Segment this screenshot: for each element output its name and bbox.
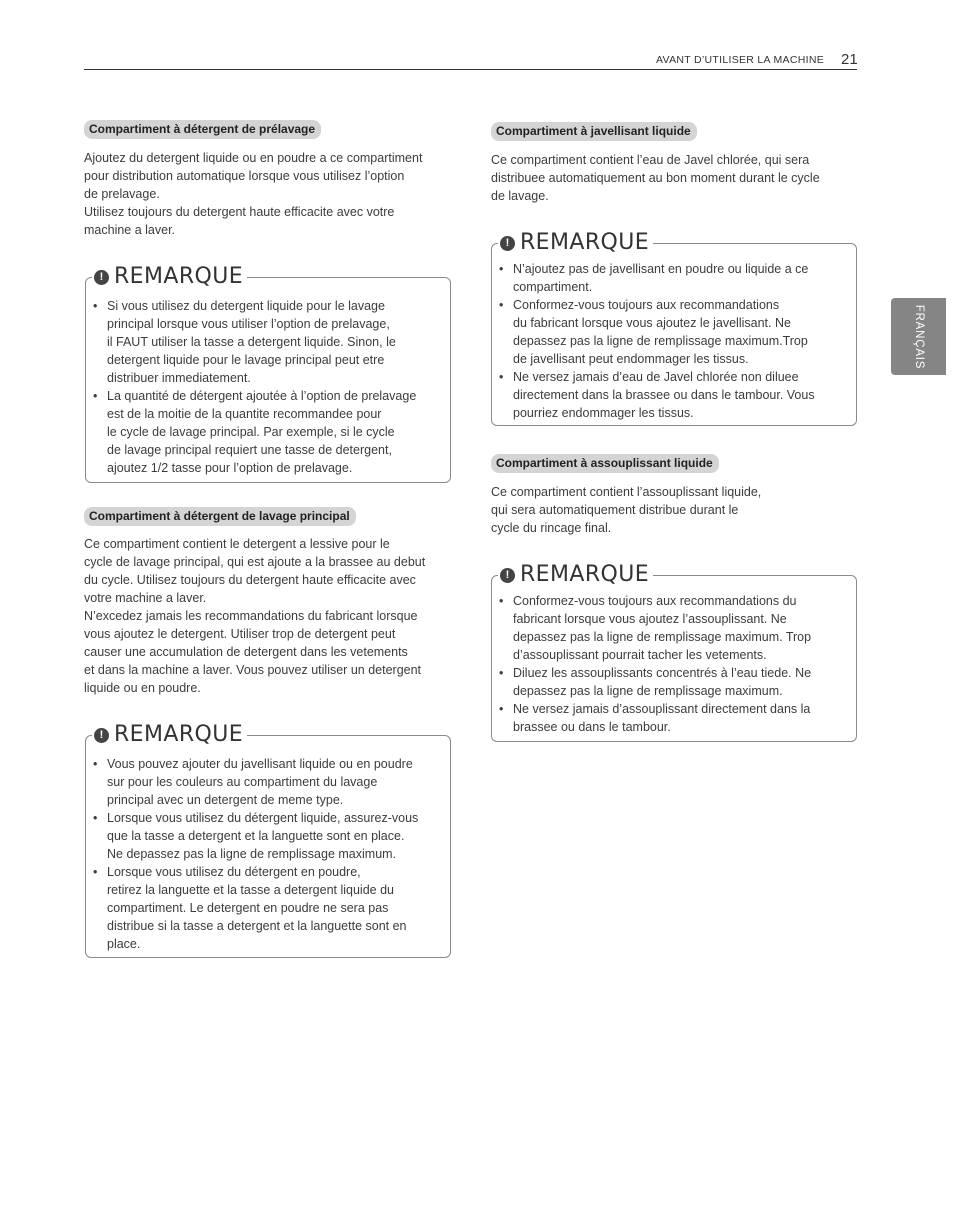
text-line: est de la moitie de la quantite recommandee pour [107,407,382,421]
text-line: Ce compartiment contient le detergent a lessive pour le [84,537,390,551]
text-line: depassez pas la ligne de remplissage maximum. [513,684,783,698]
note-title [92,264,247,290]
text-line: sur pour les couleurs au compartiment du lavage [107,775,378,789]
text-line: Ce compartiment contient l’eau de Javel chlorée, qui sera [491,153,810,167]
text-line: depassez pas la ligne de remplissage maximum.Trop [513,334,808,348]
text-line: cycle de lavage principal, qui est ajoute a la brassee au debut [84,555,426,569]
text-line: Utilisez toujours du detergent haute efficacite avec votre [84,205,395,219]
text-line: • Conformez-vous toujours aux recommandations du [513,594,797,608]
text-line: directement dans la brassee ou dans le tambour. Vous [513,388,815,402]
text-line: Ajoutez du detergent liquide ou en poudre a ce compartiment [84,151,423,165]
text-line: • Diluez les assouplissants concentrés à l’eau tiede. Ne [513,666,812,680]
text-line: principal lorsque vous utiliser l’option de prelavage, [107,317,390,331]
text-line: de prelavage. [84,187,160,201]
text-line: distribuee automatiquement au bon moment durant le cycle [491,171,820,185]
list-item [492,296,856,368]
exclamation-icon: ! [94,270,109,285]
list-item [86,755,450,809]
text-line: detergent liquide pour le lavage principal peut etre [107,353,385,367]
text-line: • Conformez-vous toujours aux recommandations [513,298,780,312]
note-title-label: REMARQUE [114,264,244,289]
text-line: • Ne versez jamais d’assouplissant directement dans la [513,702,811,716]
list-item [86,809,450,863]
text-line: ajoutez 1/2 tasse pour l’option de prelavage. [107,461,353,475]
text-line: pour distribution automatique lorsque vous utilisez l’option [84,169,405,183]
note-box-prelavage [85,264,451,483]
section-label-javellisant: Compartiment à javellisant liquide [491,122,697,141]
text-line: • Vous pouvez ajouter du javellisant liquide ou en poudre [107,757,413,771]
text-line: distribuer immediatement. [107,371,251,385]
text-line: d’assouplissant pourrait tacher les vetements. [513,648,767,662]
text-line: causer une accumulation de detergent dans les vetements [84,645,408,659]
note-list [86,755,450,953]
text-line: machine a laver. [84,223,176,237]
note-title [92,722,247,748]
text-line: place. [107,937,141,951]
exclamation-icon: ! [94,728,109,743]
section-label-assouplissant: Compartiment à assouplissant liquide [491,454,719,473]
list-item [86,863,450,953]
list-item [492,592,856,664]
text-line: principal avec un detergent de meme type. [107,793,344,807]
exclamation-icon: ! [500,236,515,251]
text-line: il FAUT utiliser la tasse a detergent liquide. Sinon, le [107,335,396,349]
text-line: vous ajoutez le detergent. Utiliser trop de detergent peut [84,627,396,641]
text-line: N’excedez jamais les recommandations du fabricant lorsque [84,609,418,623]
text-line: le cycle de lavage principal. Par exemple, si le cycle [107,425,395,439]
running-title: AVANT D’UTILISER LA MACHINE [656,54,824,66]
text-line: fabricant lorsque vous ajoutez l’assouplissant. Ne [513,612,787,626]
text-line: et dans la machine a laver. Vous pouvez utiliser un detergent [84,663,422,677]
text-line: de lavage. [491,189,549,203]
text-line: compartiment. Le detergent en poudre ne sera pas [107,901,389,915]
paragraph-assouplissant [491,483,861,537]
note-title-label: REMARQUE [114,722,244,747]
note-list [86,297,450,477]
list-item [492,368,856,422]
exclamation-icon: ! [500,568,515,583]
text-line: • Lorsque vous utilisez du détergent en poudre, [107,865,361,879]
text-line: de lavage principal requiert une tasse de detergent, [107,443,392,457]
list-item [86,297,450,387]
text-line: • Ne versez jamais d’eau de Javel chlorée non diluee [513,370,799,384]
text-line: brassee ou dans le tambour. [513,720,671,734]
text-line: • Si vous utilisez du detergent liquide pour le lavage [107,299,385,313]
text-line: cycle du rincage final. [491,521,612,535]
text-line: votre machine a laver. [84,591,207,605]
text-line: compartiment. [513,280,593,294]
text-line: • N’ajoutez pas de javellisant en poudre ou liquide a ce [513,262,809,276]
note-box-assouplissant [491,562,857,742]
list-item [492,260,856,296]
section-label-lavage-principal: Compartiment à détergent de lavage principal [84,507,356,526]
text-line: que la tasse a detergent et la languette sont en place. [107,829,405,843]
paragraph-javellisant [491,151,861,205]
paragraph-prelavage [84,149,454,239]
header-rule [84,69,857,70]
text-line: distribue si la tasse a detergent et la languette sont en [107,919,407,933]
text-line: qui sera automatiquement distribue durant le [491,503,739,517]
note-title-label: REMARQUE [520,230,650,255]
note-list [492,592,856,736]
text-line: Ce compartiment contient l’assouplissant liquide, [491,485,762,499]
text-line: • La quantité de détergent ajoutée à l’option de prelavage [107,389,417,403]
note-box-javellisant [491,230,857,426]
text-line: du cycle. Utilisez toujours du detergent haute efficacite avec [84,573,416,587]
language-side-tab-label: FRANÇAIS [912,304,925,369]
text-line: du fabricant lorsque vous ajoutez le javellisant. Ne [513,316,791,330]
list-item [492,700,856,736]
text-line: liquide ou en poudre. [84,681,201,695]
text-line: Ne depassez pas la ligne de remplissage maximum. [107,847,397,861]
list-item [86,387,450,477]
note-box-lavage-principal [85,722,451,958]
page-number: 21 [841,51,858,68]
text-line: depassez pas la ligne de remplissage maximum. Trop [513,630,812,644]
section-label-prelavage: Compartiment à détergent de prélavage [84,120,321,139]
note-title [498,230,653,256]
note-title [498,562,653,588]
note-title-label: REMARQUE [520,562,650,587]
text-line: • Lorsque vous utilisez du détergent liquide, assurez-vous [107,811,419,825]
note-list [492,260,856,422]
text-line: retirez la languette et la tasse a detergent liquide du [107,883,394,897]
language-side-tab [891,298,946,375]
list-item [492,664,856,700]
text-line: pourriez endommager les tissus. [513,406,694,420]
paragraph-lavage-principal [84,535,454,697]
text-line: de javellisant peut endommager les tissus. [513,352,749,366]
